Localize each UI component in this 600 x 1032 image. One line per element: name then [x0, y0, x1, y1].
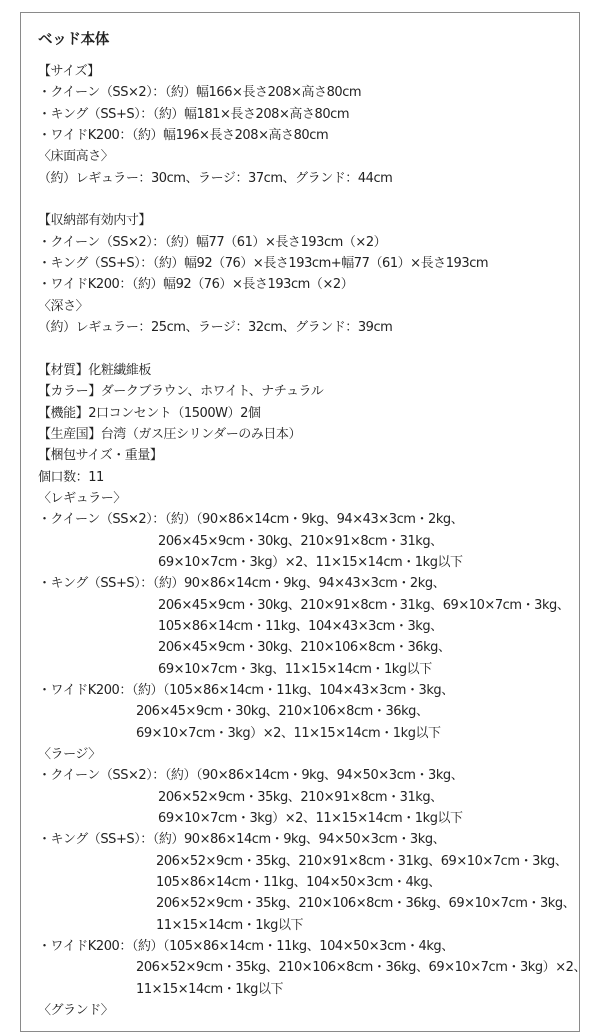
spec-line: 〈レギュラー〉	[38, 490, 126, 506]
spec-line: 【梱包サイズ・重量】	[38, 448, 163, 464]
spec-line: ・キング（SS+S）：（約）幅92（76）×長さ193cm+幅77（61）×長さ193cm	[38, 256, 489, 272]
spec-line: ・ワイドK200：（約）幅196×長さ208×高さ80cm	[38, 128, 329, 144]
spec-line: ・クイーン（SS×2）：（約）（90×86×14cm・9kg、94×43×3cm・2kg、	[38, 512, 464, 528]
spec-line: 105×86×14cm・11kg、104×43×3cm・3kg、	[158, 618, 443, 634]
spec-line: （約）レギュラー：25cm、ラージ：32cm、グランド：39cm	[38, 320, 393, 336]
spec-line: 69×10×7cm・3kg、11×15×14cm・1kg以下	[158, 661, 432, 677]
spec-line: 69×10×7cm・3kg）×2、11×15×14cm・1kg以下	[158, 554, 463, 570]
spec-line: 【サイズ】	[38, 64, 100, 79]
spec-line: ・キング（SS+S）：（約）90×86×14cm・9kg、94×50×3cm・3kg、	[38, 832, 446, 848]
spec-line: 206×45×9cm・30kg、210×106×8cm・36kg、	[158, 640, 451, 656]
spec-line: 69×10×7cm・3kg）×2、11×15×14cm・1kg以下	[158, 811, 463, 827]
spec-line: 206×52×9cm・35kg、210×91×8cm・31kg、	[158, 789, 443, 805]
spec-line: 〈深さ〉	[38, 298, 89, 314]
spec-line: 個口数：11	[38, 469, 104, 485]
spec-line: 69×10×7cm・3kg）×2、11×15×14cm・1kg以下	[136, 725, 441, 741]
spec-line: ・クイーン（SS×2）：（約）（90×86×14cm・9kg、94×50×3cm・3kg、	[38, 768, 464, 784]
spec-line: （約）レギュラー：30cm、ラージ：37cm、グランド：44cm	[38, 170, 393, 186]
spec-list	[38, 61, 587, 1021]
spec-line: 【カラー】ダークブラウン、ホワイト、ナチュラル	[38, 384, 324, 400]
spec-line: 〈床面高さ〉	[38, 149, 114, 165]
blank-line	[38, 189, 578, 210]
spec-line: ・キング（SS+S）：（約）90×86×14cm・9kg、94×43×3cm・2kg、	[38, 576, 446, 592]
spec-line: 〈グランド〉	[38, 1003, 114, 1019]
blank-line	[38, 338, 578, 359]
spec-line: 105×86×14cm・11kg、104×50×3cm・4kg、	[156, 875, 441, 891]
spec-line: 206×52×9cm・35kg、210×106×8cm・36kg、69×10×7cm・3kg、	[156, 896, 576, 912]
spec-line: ・ワイドK200：（約）（105×86×14cm・11kg、104×43×3cm・3kg、	[38, 682, 454, 698]
spec-line: 206×45×9cm・30kg、210×106×8cm・36kg、	[136, 704, 429, 720]
spec-line: 11×15×14cm・1kg以下	[136, 981, 284, 997]
spec-line: 〈ラージ〉	[38, 747, 101, 762]
spec-line: 11×15×14cm・1kg以下	[156, 917, 304, 933]
spec-line: 206×45×9cm・30kg、210×91×8cm・31kg、	[158, 533, 443, 549]
spec-line: ・クイーン（SS×2）：（約）幅166×長さ208×高さ80cm	[38, 85, 362, 101]
spec-line: 【材質】化粧繊維板	[38, 362, 151, 378]
spec-line: 206×52×9cm・35kg、210×91×8cm・31kg、69×10×7cm・3kg、	[156, 853, 568, 869]
spec-line: 【機能】2口コンセント（1500W）2個	[38, 405, 261, 421]
spec-line: ・ワイドK200：（約）（105×86×14cm・11kg、104×50×3cm・4kg、	[38, 939, 454, 955]
section-heading: ベッド本体	[38, 32, 109, 48]
spec-line: ・キング（SS+S）：（約）幅181×長さ208×高さ80cm	[38, 106, 350, 122]
spec-line: 【生産国】台湾（ガス圧シリンダーのみ日本）	[38, 426, 302, 442]
spec-line: 【収納部有効内寸】	[38, 213, 151, 229]
spec-line: ・クイーン（SS×2）：（約）幅77（61）×長さ193cm（×2）	[38, 234, 387, 250]
spec-line: 206×52×9cm・35kg、210×106×8cm・36kg、69×10×7cm・3kg）×2、	[136, 960, 587, 976]
spec-line: 206×45×9cm・30kg、210×91×8cm・31kg、69×10×7cm・3kg、	[158, 597, 570, 613]
spec-line: ・ワイドK200：（約）幅92（76）×長さ193cm（×2）	[38, 277, 354, 293]
